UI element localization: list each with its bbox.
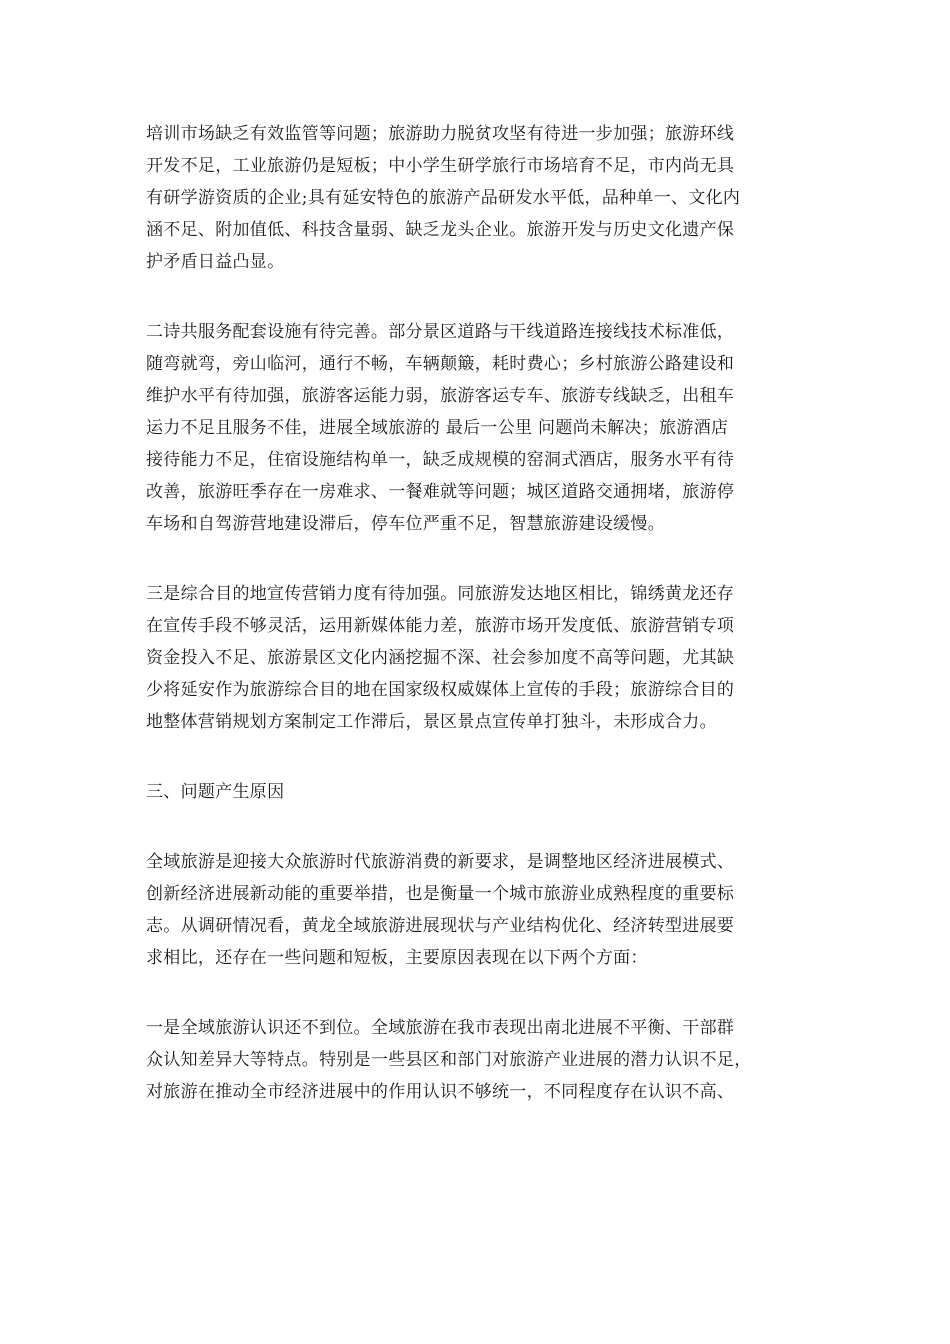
- paragraph-2: [146, 316, 806, 540]
- document-page: [146, 118, 806, 1146]
- paragraph-5: [146, 846, 806, 974]
- paragraph-3: [146, 578, 806, 738]
- text-line: 全域旅游是迎接大众旅游时代旅游消费的新要求，是调整地区经济进展模式、: [146, 852, 735, 872]
- text-line: 有研学游资质的企业;具有延安特色的旅游产品研发水平低，品种单一、文化内: [146, 188, 741, 208]
- text-line: 车场和自驾游营地建设滞后，停车位严重不足，智慧旅游建设缓慢。: [146, 514, 665, 534]
- text-line: 运力不足且服务不佳，进展全域旅游的 最后一公里 问题尚未解决；旅游酒店: [146, 418, 729, 438]
- text-line: 对旅游在推动全市经济进展中的作用认识不够统一，不同程度存在认识不高、: [146, 1082, 735, 1102]
- paragraph-6: [146, 1012, 806, 1108]
- text-line: 求相比，还存在一些问题和短板，主要原因表现在以下两个方面：: [146, 948, 648, 968]
- text-line: 众认知差异大等特点。特别是一些县区和部门对旅游产业进展的潜力认识不足，: [146, 1050, 752, 1070]
- text-line: 志。从调研情况看，黄龙全域旅游进展现状与产业结构优化、经济转型进展要: [146, 916, 735, 936]
- text-line: 开发不足，工业旅游仍是短板；中小学生研学旅行市场培育不足，市内尚无具: [146, 156, 735, 176]
- text-line: 一是全域旅游认识还不到位。全域旅游在我市表现出南北进展不平衡、干部群: [146, 1018, 735, 1038]
- section-heading: [146, 776, 806, 808]
- text-line: 改善，旅游旺季存在一房难求、一餐难就等问题；城区道路交通拥堵，旅游停: [146, 482, 735, 502]
- text-line: 二诗共服务配套设施有待完善。部分景区道路与干线道路连接线技术标准低，: [146, 322, 735, 342]
- text-line: 涵不足、附加值低、科技含量弱、缺乏龙头企业。旅游开发与历史文化遗产保: [146, 220, 735, 240]
- heading-text: 三、问题产生原因: [146, 782, 285, 802]
- text-line: 维护水平有待加强，旅游客运能力弱，旅游客运专车、旅游专线缺乏，出租车: [146, 386, 735, 406]
- text-line: 在宣传手段不够灵活，运用新媒体能力差，旅游市场开发度低、旅游营销专项: [146, 616, 735, 636]
- text-line: 少将延安作为旅游综合目的地在国家级权威媒体上宣传的手段；旅游综合目的: [146, 680, 735, 700]
- text-line: 地整体营销规划方案制定工作滞后，景区景点宣传单打独斗，未形成合力。: [146, 712, 717, 732]
- text-line: 创新经济进展新动能的重要举措，也是衡量一个城市旅游业成熟程度的重要标: [146, 884, 735, 904]
- text-line: 三是综合目的地宣传营销力度有待加强。同旅游发达地区相比，锦绣黄龙还存: [146, 584, 735, 604]
- text-line: 护矛盾日益凸显。: [146, 252, 285, 272]
- text-line: 接待能力不足，住宿设施结构单一，缺乏成规模的窑洞式酒店，服务水平有待: [146, 450, 735, 470]
- text-line: 培训市场缺乏有效监管等问题；旅游助力脱贫攻坚有待进一步加强；旅游环线: [146, 124, 735, 144]
- text-line: 随弯就弯，旁山临河，通行不畅，车辆颠簸，耗时费心；乡村旅游公路建设和: [146, 354, 735, 374]
- text-line: 资金投入不足、旅游景区文化内涵挖掘不深、社会参加度不高等问题，尤其缺: [146, 648, 735, 668]
- paragraph-1: [146, 118, 806, 278]
